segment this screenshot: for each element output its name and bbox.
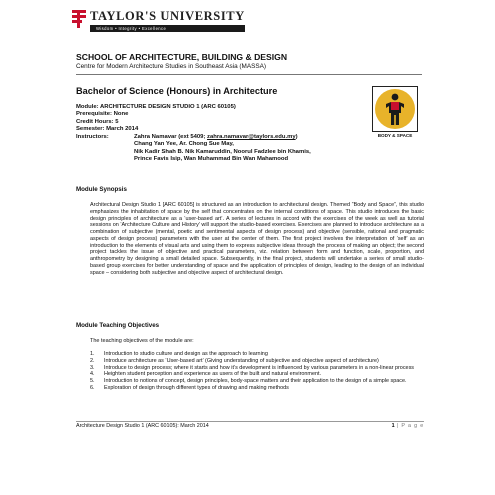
human-figure-icon (373, 87, 417, 131)
school-name: SCHOOL OF ARCHITECTURE, BUILDING & DESIGN (76, 52, 288, 62)
list-item-text: Heighten student perception and experience as users of the built and natural environment. (104, 371, 322, 378)
taylors-emblem-icon (72, 10, 86, 28)
page-number: 1 (391, 423, 395, 429)
footer-course: Architecture Design Studio 1 (ARC 60105): March 2014 (76, 423, 209, 429)
page-number-indicator (392, 423, 424, 429)
objectives-heading: Module Teaching Objectives (76, 322, 160, 329)
synopsis-text: Architectural Design Studio 1 [ARC 60105] is structured as an introduction to architectural design. Themed “Body and Space”, this studio emphasizes the inhabitation of space by the self that concentrates on the internal conditions of space. This studio introduces the basic design principles of architecture as a ‘user-based art’. A series of lectures in accord with the exercises of the week as well as tutorial sessions on ‘Architecture Culture and History’ will support the studio-based exercises. Exercises are planned to introduce architecture as a combination of subjective (mental, poetic and sentimental aspects of design process) and objective (sensible, rational and pragmatic aspects of design process) parameters with the user at the center of them. The first project involves the interpretation of ‘self’ as an introduction to the elements of visual arts and using them to express subjective ideas through the process of making an object; the second project tackles the issue of objective and practical parameters, viz. relation between form and function, scale, proportion, and anthropometry by designing a small detailed space. Subsequently, in the final project, students will undertake a series of small studio-based group exercises for better understanding of space and the application of principles of design, leading to the design of an individual space – considering both subjective and objective aspect of architectural design. (90, 202, 424, 276)
degree-title: Bachelor of Science (Honours) in Architecture (76, 86, 278, 96)
instructors-label: Instructors: (76, 134, 109, 140)
header-divider (76, 74, 422, 75)
list-item-number: 3. (90, 364, 95, 371)
list-item-number: 1. (90, 351, 95, 357)
list-item-number: 5. (90, 378, 95, 384)
list-item (90, 351, 424, 358)
list-item (90, 378, 424, 385)
instructor-name: Zahra Namavar (ext 5409; (134, 134, 208, 140)
credit-hours: Credit Hours: 5 (76, 118, 119, 125)
objectives-list (90, 351, 424, 392)
instructor-line-1-end: ) (295, 134, 298, 140)
instructor-line-2: Chang Yan Yee, Ar. Chong Sue May, (134, 141, 234, 148)
list-item-text: Introduce to design process; where it starts and how it’s development is influenced by various parameters in a non-linear process (104, 364, 415, 371)
list-item-number: 4. (90, 371, 95, 378)
list-item-number: 6. (90, 384, 95, 391)
list-item-number: 2. (90, 357, 95, 364)
page-label: | P a g e (394, 423, 424, 429)
centre-name: Centre for Modern Architecture Studies in Southeast Asia (MASSA) (76, 63, 267, 70)
page-footer (76, 423, 424, 432)
semester: Semester: March 2014 (76, 126, 139, 133)
university-name: TAYLOR'S UNIVERSITY (90, 9, 245, 23)
university-logo (72, 10, 245, 32)
body-space-image (372, 86, 418, 132)
instructor-line-1 (134, 134, 311, 141)
list-item-text: Introduction to studio culture and design as the approach to learning (104, 351, 268, 357)
body-space-caption: BODY & SPACE (377, 133, 413, 138)
objectives-intro: The teaching objectives of the module are: (90, 338, 194, 344)
footer-divider (76, 421, 424, 422)
instructor-line-4: Prince Favis Isip, Wan Muhammad Bin Wan Mahamood (134, 156, 289, 163)
instructor-line-3: Nik Kadir Shah B. Nik Kamaruddin, Noorul Fadzlee bin Khamis, (134, 148, 311, 155)
synopsis-heading: Module Synopsis (76, 186, 127, 193)
list-item-text: Introduction to notions of concept, design principles, body-space matters and their application to the design of a simple space. (104, 378, 407, 384)
list-item (90, 371, 424, 378)
list-item-text: Introduce architecture as ‘User-based art’ (Giving understanding of subjective and objective aspect of architecture) (104, 357, 379, 364)
list-item (90, 385, 424, 392)
instructor-email-link[interactable]: zahra.namavar@taylors.edu.my (207, 134, 296, 140)
module-code: Module: ARCHITECTURE DESIGN STUDIO 1 (ARC 60105) (76, 104, 236, 110)
module-info (76, 104, 236, 134)
list-item-text: Exploration of design through different types of drawing and making methods (104, 384, 289, 391)
prerequisite: Prerequisite: None (76, 111, 129, 118)
list-item (90, 365, 424, 372)
list-item (90, 358, 424, 365)
university-motto: Wisdom • Integrity • Excellence (90, 25, 245, 32)
